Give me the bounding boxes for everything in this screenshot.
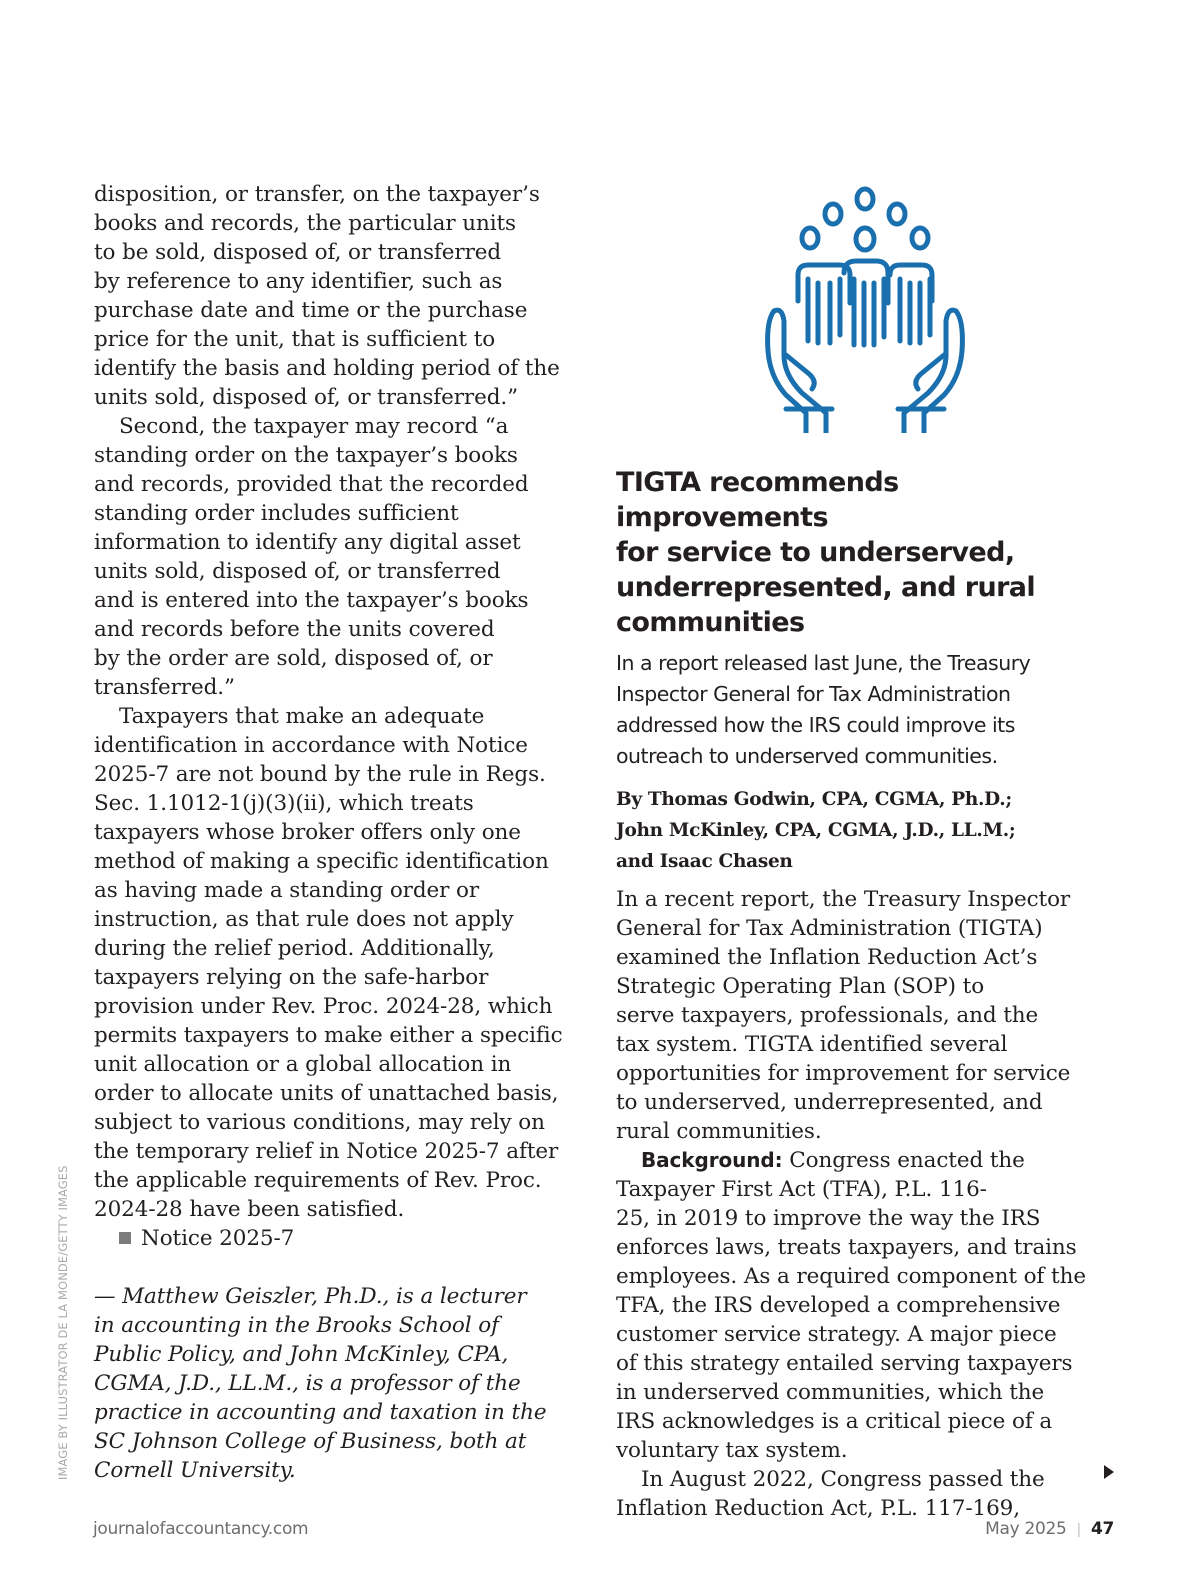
text-fragment: Congress enacted the — [782, 1148, 1025, 1173]
text-line: standing order on the taxpayer’s books — [94, 443, 518, 468]
text-line: transferred.” — [94, 675, 235, 700]
headline-line: TIGTA recommends improvements — [616, 467, 899, 533]
text-line: taxpayers whose broker offers only one — [94, 820, 521, 845]
byline-line: and Isaac Chasen — [616, 851, 793, 872]
bio-line: Public Policy, and John McKinley, CPA, — [94, 1342, 509, 1367]
text-line: tax system. TIGTA identified several — [616, 1032, 1008, 1057]
bio-line: practice in accounting and taxation in the — [94, 1400, 547, 1425]
headline-line: underrepresented, and rural — [616, 572, 1036, 603]
article-deck — [616, 648, 1116, 772]
text-line: Taxpayer First Act (TFA), P.L. 116- — [616, 1177, 987, 1202]
text-line: serve taxpayers, professionals, and the — [616, 1003, 1039, 1028]
text-line: Inflation Reduction Act, P.L. 117-169, — [616, 1496, 1020, 1521]
text-line: and is entered into the taxpayer’s books — [94, 588, 529, 613]
text-line: identify the basis and holding period of the — [94, 356, 560, 381]
text-line: identification in accordance with Notice — [94, 733, 528, 758]
bio-line: SC Johnson College of Business, both at — [94, 1429, 527, 1454]
footer-separator: | — [1076, 1522, 1081, 1538]
text-line: books and records, the particular units — [94, 211, 516, 236]
article-headline — [616, 465, 1116, 640]
text-line: 25, in 2019 to improve the way the IRS — [616, 1206, 1041, 1231]
article-byline — [616, 784, 1116, 877]
text-line: taxpayers relying on the safe-harbor — [94, 965, 489, 990]
text-line: during the relief period. Additionally, — [94, 936, 495, 961]
text-line: by the order are sold, disposed of, or — [94, 646, 493, 671]
text-line: instruction, as that rule does not apply — [94, 907, 514, 932]
text-line: enforces laws, treats taxpayers, and trains — [616, 1235, 1077, 1260]
deck-line: addressed how the IRS could improve its — [616, 713, 1015, 737]
text-line: to underserved, underrepresented, and — [616, 1090, 1043, 1115]
text-line: units sold, disposed of, or transferred — [94, 559, 501, 584]
photo-credit: IMAGE BY ILLUSTRATOR DE LA MONDE/GETTY IMAGES — [56, 1165, 70, 1480]
text-line: price for the unit, that is sufficient to — [94, 327, 496, 352]
text-line: purchase date and time or the purchase — [94, 298, 528, 323]
text-line — [616, 1146, 1116, 1175]
text-line: method of making a specific identification — [94, 849, 549, 874]
text-line: as having made a standing order or — [94, 878, 480, 903]
bio-line: CGMA, J.D., LL.M., is a professor of the — [94, 1371, 521, 1396]
left-paragraph-1 — [94, 180, 574, 412]
headline-line: communities — [616, 607, 805, 638]
text-line: opportunities for improvement for service — [616, 1061, 1071, 1086]
text-line: disposition, or transfer, on the taxpayer’s — [94, 182, 540, 207]
text-line: 2024-28 have been satisfied. — [94, 1197, 405, 1222]
headline-line: for service to underserved, — [616, 537, 1015, 568]
text-line: Sec. 1.1012-1(j)(3)(ii), which treats — [94, 791, 474, 816]
text-line: units sold, disposed of, or transferred.” — [94, 385, 519, 410]
text-line: Strategic Operating Plan (SOP) to — [616, 974, 985, 999]
text-line: by reference to any identifier, such as — [94, 269, 503, 294]
text-line: In a recent report, the Treasury Inspector — [616, 887, 1071, 912]
text-line: information to identify any digital asset — [94, 530, 521, 555]
text-line: customer service strategy. A major piece — [616, 1322, 1057, 1347]
citation — [94, 1224, 574, 1253]
footer-issue: May 2025 — [985, 1519, 1067, 1539]
text-line: and records before the units covered — [94, 617, 495, 642]
citation-text: Notice 2025-7 — [141, 1226, 295, 1251]
text-line: provision under Rev. Proc. 2024-28, which — [94, 994, 553, 1019]
text-line: examined the Inflation Reduction Act’s — [616, 945, 1038, 970]
footer-folio — [985, 1519, 1114, 1539]
deck-line: In a report released last June, the Treasury — [616, 651, 1031, 675]
citation-line — [94, 1224, 574, 1253]
left-paragraph-2 — [94, 412, 574, 702]
text-line: the applicable requirements of Rev. Proc. — [94, 1168, 542, 1193]
text-line: permits taxpayers to make either a specific — [94, 1023, 563, 1048]
text-line: unit allocation or a global allocation in — [94, 1052, 512, 1077]
bio-line: Cornell University. — [94, 1458, 296, 1483]
text-line: subject to various conditions, may rely on — [94, 1110, 545, 1135]
deck-line: Inspector General for Tax Administration — [616, 682, 1011, 706]
text-line: IRS acknowledges is a critical piece of a — [616, 1409, 1053, 1434]
text-line: the temporary relief in Notice 2025-7 after — [94, 1139, 559, 1164]
text-line: 2025-7 are not bound by the rule in Regs. — [94, 762, 546, 787]
text-line: to be sold, disposed of, or transferred — [94, 240, 502, 265]
text-line: General for Tax Administration (TIGTA) — [616, 916, 1043, 941]
end-mark-icon — [119, 1232, 131, 1244]
section-runin-heading: Background: — [641, 1148, 783, 1172]
text-line: employees. As a required component of the — [616, 1264, 1086, 1289]
continue-arrow-icon — [1104, 1465, 1114, 1479]
text-line: TFA, the IRS developed a comprehensive — [616, 1293, 1061, 1318]
text-line: rural communities. — [616, 1119, 822, 1144]
text-line: in underserved communities, which the — [616, 1380, 1045, 1405]
bio-line: — Matthew Geiszler, Ph.D., is a lecturer — [94, 1284, 527, 1309]
left-paragraph-3 — [94, 702, 574, 1224]
byline-line: By Thomas Godwin, CPA, CGMA, Ph.D.; — [616, 789, 1012, 810]
footer-url: journalofaccountancy.com — [93, 1519, 309, 1539]
left-column — [94, 180, 574, 1485]
author-bio — [94, 1282, 574, 1485]
text-line: Taxpayers that make an adequate — [119, 704, 485, 729]
text-line: order to allocate units of unattached basis, — [94, 1081, 559, 1106]
text-line: In August 2022, Congress passed the — [641, 1467, 1045, 1492]
article-body — [616, 885, 1116, 1523]
deck-line: outreach to underserved communities. — [616, 744, 998, 768]
page-number: 47 — [1090, 1519, 1114, 1539]
byline-line: John McKinley, CPA, CGMA, J.D., LL.M.; — [616, 820, 1016, 841]
text-line: standing order includes sufficient — [94, 501, 459, 526]
bio-line: in accounting in the Brooks School of — [94, 1313, 499, 1338]
hands-holding-people-icon — [760, 183, 970, 433]
text-line: Second, the taxpayer may record “a — [119, 414, 509, 439]
right-column — [616, 465, 1116, 1523]
text-line: voluntary tax system. — [616, 1438, 848, 1463]
text-line: and records, provided that the recorded — [94, 472, 529, 497]
text-line: of this strategy entailed serving taxpayers — [616, 1351, 1073, 1376]
